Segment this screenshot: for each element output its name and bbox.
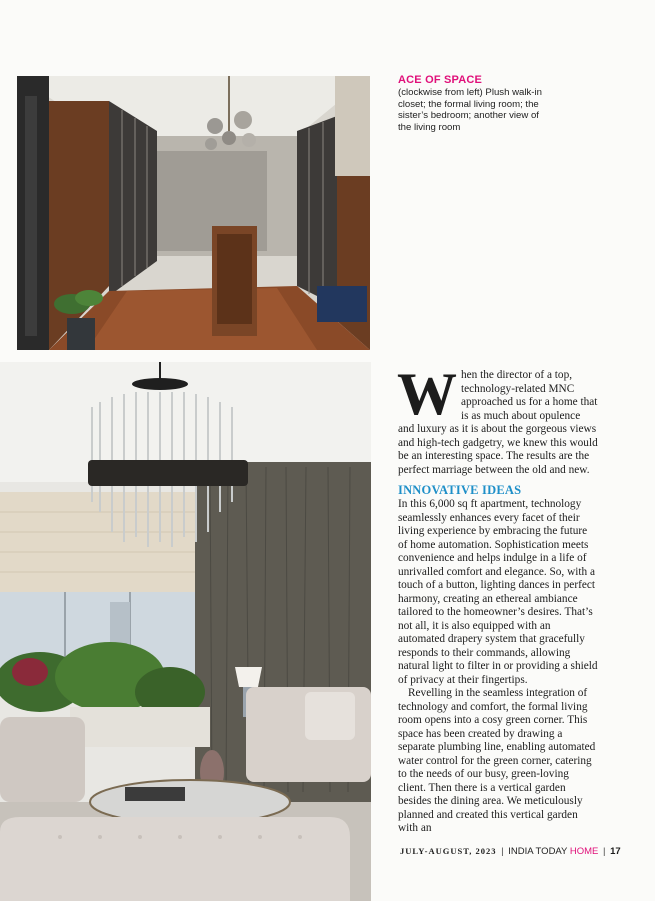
body-paragraph-1: In this 6,000 sq ft apartment, technology seamlessly enhances every facet of their living experience by embracing the future of home automation. Sophistication meets convenience and helps indulge in a life of unrivalled comfort and elegance. So, with a touch of a button, lighting dances in perfect harmony, creating an ethereal ambiance tailored to the homeowner’s desires. That’s not all, it is also equipped with an automated drapery system that gracefully responds to their commands, allowing natural light to filter in or providing a shield of privacy at their fingertips.: [398, 498, 598, 686]
article-body: [397, 361, 598, 836]
section-subhead: INNOVATIVE IDEAS: [398, 483, 522, 497]
footer-separator: |: [501, 846, 504, 857]
page-number: 17: [610, 846, 621, 857]
photo-caption: [398, 74, 548, 133]
closet-image: [17, 76, 370, 350]
footer-separator-2: |: [603, 846, 606, 857]
caption-text: (clockwise from left) Plush walk-in closet; the formal living room; the sister’s bedroom; another view of the living room: [398, 87, 542, 133]
living-room-image: [0, 362, 371, 901]
body-paragraph-2: Revelling in the seamless integration of technology and comfort, the formal living room opens into a cosy green corner. This space has been created by drawing a separate plumbing line, enabling automated water control for the green corner, catering to the needs of our busy, green-loving client. Then there is a vertical garden besides the dining area. We meticulously planned and created this vertical garden with an: [398, 687, 596, 834]
caption-title: ACE OF SPACE: [398, 74, 483, 86]
magazine-name-accent: HOME: [569, 846, 599, 857]
magazine-name: INDIA TODAY: [508, 846, 568, 857]
page-footer: [400, 845, 621, 858]
closet-photo: [17, 76, 370, 350]
living-room-photo: [0, 362, 371, 901]
intro-text: hen the director of a top, technology-related MNC approached us for a home that is as much about opulence and luxury as it is about the gorgeous views and high-tech gadgetry, we knew this would be an interesting space. The results are the perfect marriage between the old and new.: [398, 369, 598, 476]
drop-cap: W: [397, 361, 457, 427]
intro-paragraph: [397, 361, 598, 477]
issue-date: JULY-AUGUST, 2023: [400, 846, 497, 856]
